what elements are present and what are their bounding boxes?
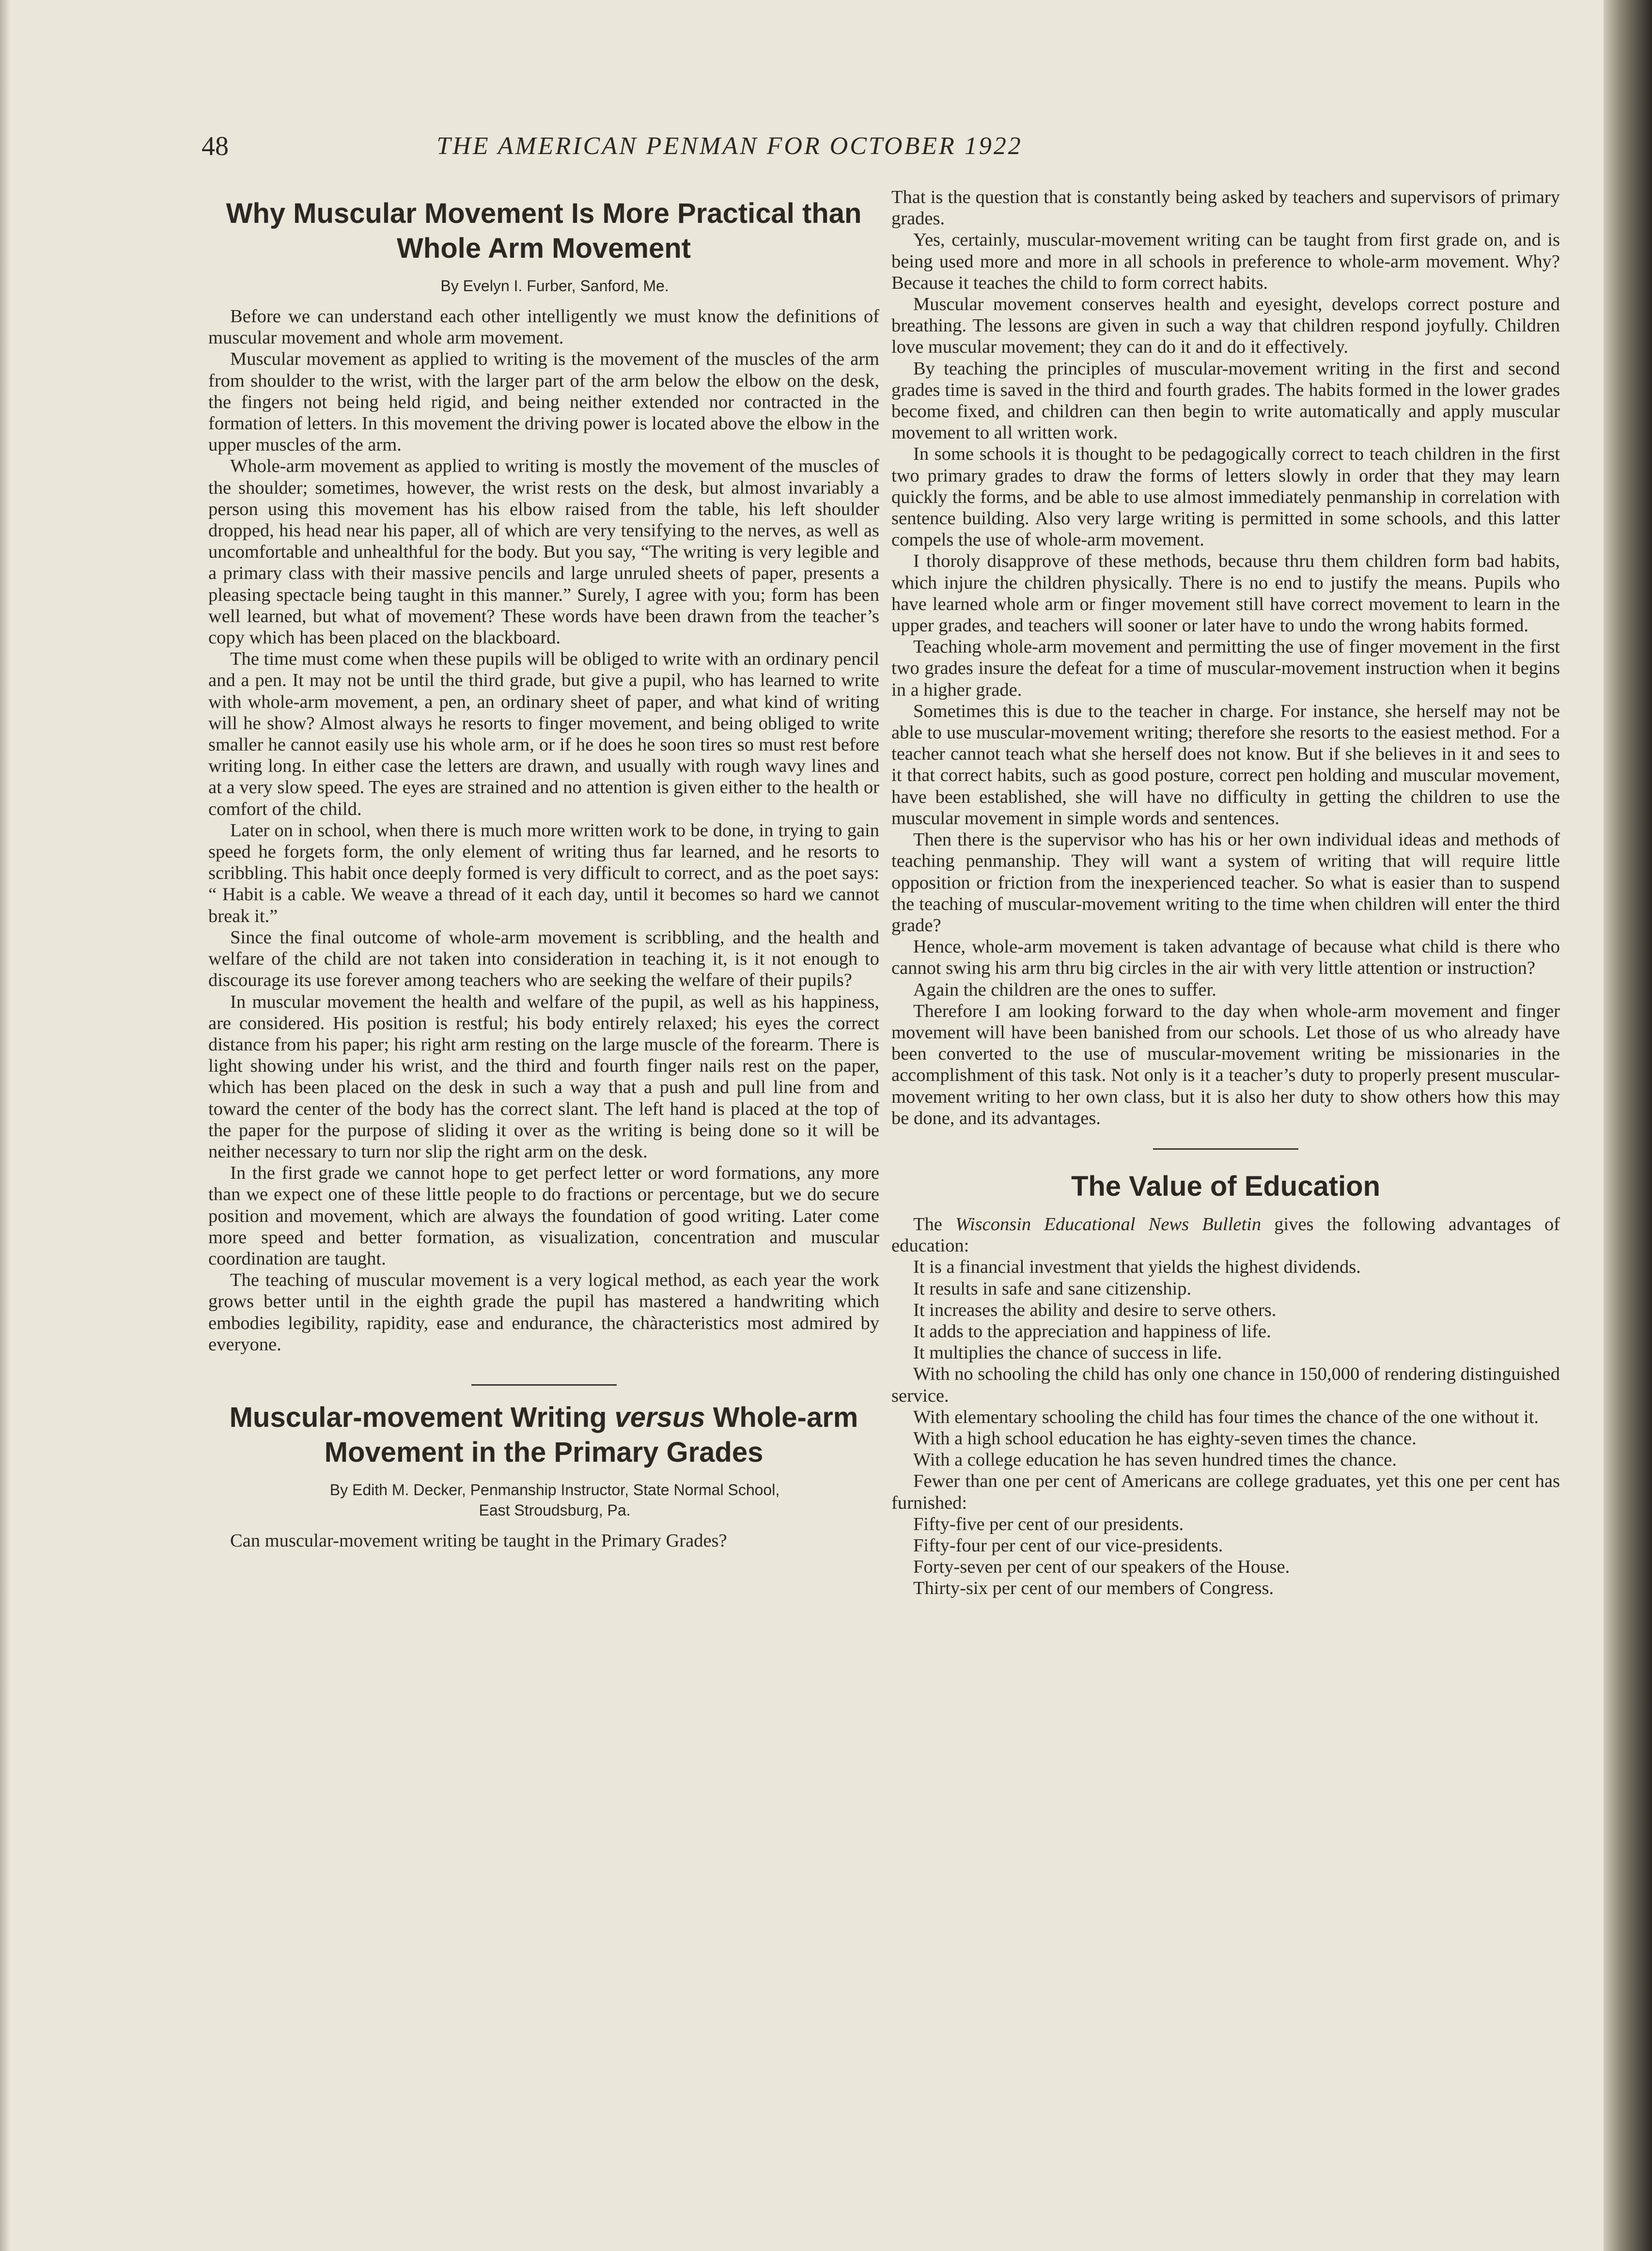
paragraph: By teaching the principles of muscular-movement writing in the first and second grades time is saved in the third and fourth grades. The habits formed in the lower grades become fixed, and children can then begin to write automatically and apply muscular movement to all written work. [891, 358, 1560, 443]
paragraph: I thoroly disapprove of these methods, because thru them children form bad habits, which injure the children physically. There is no end to justify the means. Pupils who have learned whole arm or finger movement still have correct movement to learn in the upper grades, and teachers will sooner or later have to undo the wrong habits formed. [891, 551, 1560, 636]
article-3-title: The Value of Education [1071, 1170, 1381, 1202]
paragraph: With a high school education he has eighty-seven times the chance. [913, 1428, 1417, 1449]
paragraph: In the first grade we cannot hope to get perfect letter or word formations, any more than we expect one of these little people to do fractions or percentage, but we do secure position and movement, which are always the foundation of good writing. Later come more speed and better formation, as visualization, concentration and muscular coordination are taught. [208, 1163, 879, 1269]
paragraph: Muscular movement conserves health and eyesight, develops correct posture and breathing. The lessons are given in such a way that children respond joyfully. Children love muscular movement; they can do it and do it effectively. [891, 294, 1560, 358]
paragraph: In muscular movement the health and welfare of the pupil, as well as his happiness, are considered. His position is restful; his body entirely relaxed; his eyes the correct distance from his paper; his right arm resting on the large muscle of the forearm. There is light showing under his wrist, and the third and fourth finger nails rest on the paper, which has been placed on the desk in such a way that a push and pull line from and toward the center of the body has the correct slant. The left hand is placed at the top of the paper for the purpose of sliding it over as the writing is being done so it will be neither necessary to turn nor slip the right arm on the desk. [208, 991, 879, 1162]
paragraph: Yes, certainly, muscular-movement writing can be taught from first grade on, and is being used more and more in all schools in preference to whole-arm movement. Why? Because it teaches the child to form correct habits. [891, 230, 1560, 293]
stat-item: Thirty-six per cent of our members of Congress. [913, 1578, 1274, 1599]
paragraph: Before we can understand each other intelligently we must know the definitions of muscular movement and whole arm movement. [208, 306, 879, 348]
paragraph: Can muscular-movement writing be taught in the Primary Grades? [230, 1530, 727, 1551]
paragraph: With a college education he has seven hundred times the chance. [913, 1450, 1397, 1470]
paragraph: Sometimes this is due to the teacher in charge. For instance, she herself may not be able to use muscular-movement writing; therefore she resorts to the easiest method. For a teacher cannot teach what she herself does not know. But if she believes in it and sees to it that correct habits, such as good posture, correct pen holding and muscular movement, have been established, she will have no difficulty in getting the children to use the muscular movement in simple words and sentences. [891, 701, 1560, 828]
article-2-byline-line2: East Stroudsburg, Pa. [479, 1501, 631, 1519]
bulletin-name: Wisconsin Educational News Bulletin [955, 1214, 1262, 1235]
article-1-title: Why Muscular Movement Is More Practical than Whole Arm Movement [226, 198, 862, 264]
stat-item: Fifty-four per cent of our vice-presidents. [913, 1535, 1223, 1556]
paragraph: Later on in school, when there is much more written work to be done, in trying to gain speed he forgets form, the only element of writing thus far learned, and he resorts to scribbling. This habit once deeply formed is very difficult to correct, and as the poet says: “ Habit is a cable. We weave a thread of it each day, until it becomes so hard we cannot break it.” [208, 820, 879, 926]
paragraph: Hence, whole-arm movement is taken advantage of because what child is there who cannot swing his arm thru big circles in the air with very little attention or instruction? [891, 937, 1560, 979]
article-2-byline-line1: By Edith M. Decker, Penmanship Instructor, State Normal School, [329, 1481, 780, 1499]
right-column [891, 187, 1560, 1599]
paragraph: The time must come when these pupils will be obliged to write with an ordinary pencil and a pen. It may not be until the third grade, but give a pupil, who has learned to write with whole-arm movement, a pen, an ordinary sheet of paper, and what kind of writing will he show? Almost always he resorts to finger movement, and being obliged to write smaller he cannot easily use his whole arm, or if he does he soon tires so must rest before writing long. In either case the letters are drawn, and usually with rough wavy lines and at a very slow speed. The eyes are strained and no attention is given either to the health or comfort of the child. [208, 649, 879, 819]
paragraph: Teaching whole-arm movement and permitting the use of finger movement in the first two grades insure the defeat for a time of muscular-movement instruction when it begins in a higher grade. [891, 637, 1560, 700]
article-2-title: Muscular-movement Writing versus Whole-arm Movement in the Primary Grades [229, 1401, 858, 1468]
paragraph: Since the final outcome of whole-arm movement is scribbling, and the health and welfare of the child are not taken into consideration in teaching it, is it not enough to discourage its use forever among teachers who are seeking the welfare of their pupils? [208, 927, 879, 991]
paragraph: The teaching of muscular movement is a very logical method, as each year the work grows better until in the eighth grade the pupil has mastered a handwriting which embodies legibility, rapidity, ease and endurance, the chàracteristics most admired by everyone. [208, 1270, 879, 1355]
running-head [202, 127, 1258, 166]
page-number: 48 [202, 131, 229, 161]
journal-title: THE AMERICAN PENMAN FOR OCTOBER 1922 [436, 132, 1023, 160]
article-1-byline: By Evelyn I. Furber, Sanford, Me. [440, 277, 669, 295]
list-item: It multiplies the chance of success in life. [913, 1343, 1222, 1363]
page-gutter-shadow [0, 0, 11, 2251]
paragraph: Again the children are the ones to suffer. [913, 979, 1216, 1000]
list-item: It increases the ability and desire to serve others. [913, 1299, 1277, 1320]
paragraph: That is the question that is constantly being asked by teachers and supervisors of primary grades. [891, 187, 1560, 229]
article-1-body [208, 306, 879, 1355]
paragraph: Muscular movement as applied to writing is the movement of the muscles of the arm from shoulder to the wrist, with the larger part of the arm below the elbow on the desk, the fingers not being held rigid, and being neither extended nor contracted in the formation of letters. In this movement the driving power is located above the elbow in the upper muscles of the arm. [208, 349, 879, 455]
paragraph: With elementary schooling the child has four times the chance of the one without it. [913, 1407, 1539, 1427]
paragraph: Then there is the supervisor who has his or her own individual ideas and methods of teaching penmanship. They will want a system of writing that will require little opposition or friction from the inexperienced teacher. So what is easier than to suspend the teaching of muscular-movement writing to the time when children will enter the third grade? [891, 829, 1560, 936]
list-item: It results in safe and sane citizenship. [913, 1278, 1192, 1299]
paragraph: With no schooling the child has only one chance in 150,000 of rendering distinguished service. [891, 1364, 1560, 1406]
paragraph: In some schools it is thought to be pedagogically correct to teach children in the first two primary grades to draw the forms of letters slowly in order that they may learn quickly the forms, and be able to use almost immediately penmanship in correlation with sentence building. Also very large writing is permitted in some schools, and this latter compels the use of whole-arm movement. [891, 444, 1560, 550]
page-edge-shadow [1604, 0, 1652, 2251]
paragraph: The Wisconsin Educational News Bulletin gives the following advantages of education: [891, 1214, 1560, 1256]
versus-italic: versus [614, 1401, 705, 1433]
paragraph: Whole-arm movement as applied to writing is mostly the movement of the muscles of the shoulder; sometimes, however, the wrist rests on the desk, but almost invariably a person using this movement has his elbow raised from the table, his left shoulder dropped, his head near his paper, all of which are very tensifying to the nerves, as well as uncomfortable and unhealthful for the body. But you say, “The writing is very legible and a primary class with their massive pencils and large unruled sheets of paper, presents a pleasing spectacle being taught in this manner.” Surely, I agree with you; form has been well learned, but what of movement? These words have been drawn from the teacher’s copy which has been placed on the blackboard. [208, 456, 879, 648]
list-item: It adds to the appreciation and happiness of life. [913, 1321, 1271, 1342]
paragraph: Therefore I am looking forward to the day when whole-arm movement and finger movement will have been banished from our schools. Let those of us who already have been converted to the use of muscular-movement writing be missionaries in the accomplishment of this task. Not only is it a teacher’s duty to properly present muscular-movement writing to her own class, but it is also her duty to show others how this may be done, and its advantages. [891, 1000, 1560, 1128]
list-item: It is a financial investment that yields the highest dividends. [913, 1257, 1361, 1278]
left-column [208, 187, 879, 1551]
stat-item: Fifty-five per cent of our presidents. [913, 1514, 1184, 1534]
stat-item: Forty-seven per cent of our speakers of the House. [913, 1557, 1290, 1578]
paragraph: Fewer than one per cent of Americans are college graduates, yet this one per cent has furnished: [891, 1471, 1560, 1513]
